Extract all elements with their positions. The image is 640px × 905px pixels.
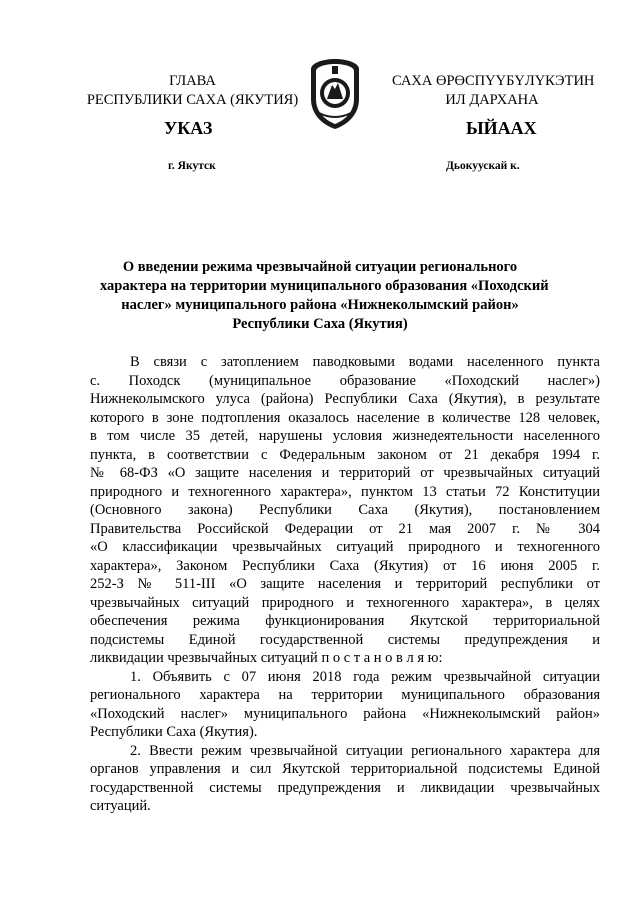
text-line: 2. Ввести режим чрезвычайной ситуации регионального характера для [130, 742, 600, 759]
text-line: В связи с затоплением паводковыми водами населенного пункта [130, 354, 600, 370]
text-line: характера», Законом Республики Саха (Якутия) от 16 июня 2005 г. [90, 557, 600, 574]
document-type-ru: УКАЗ [164, 118, 213, 138]
text-line: 252-З № 511-III «О защите населения и территорий республики от [90, 576, 600, 592]
text-line: подсистемы Единой государственной системы предупреждения и [90, 631, 600, 648]
decree-title-line: О введении режима чрезвычайной ситуации регионального [122, 259, 518, 275]
header-left-line-1: ГЛАВА [169, 73, 216, 89]
decree-title [100, 258, 549, 334]
text-line: обеспечения режима функционирования Якутской территориальной [90, 613, 600, 629]
text-line: с. Походск (муниципальное образование «Походский наслег») [90, 372, 600, 389]
coat-of-arms-emblem-icon [305, 55, 365, 131]
decree-title-line: Республики Саха (Якутия) [232, 316, 408, 332]
header-right [392, 72, 595, 110]
text-line: чрезвычайных ситуаций природного и техногенного характера», в целях [90, 594, 600, 611]
text-line: государственной системы предупреждения и ликвидации чрезвычайных [90, 779, 600, 796]
text-line: ликвидации чрезвычайных ситуаций п о с т а н о в л я ю: [90, 650, 443, 666]
text-line: ситуаций. [90, 798, 151, 814]
document-type-sah: ЫЙААХ [466, 118, 537, 138]
header-left-line-2: РЕСПУБЛИКИ САХА (ЯКУТИЯ) [86, 92, 299, 108]
text-line: Нижнеколымского улуса (района) Республики Саха (Якутия), в результате [90, 391, 600, 407]
text-line: № 68-ФЗ «О защите населения и территорий от чрезвычайных ситуаций [90, 465, 600, 481]
header-right-line-1: САХА ӨРӨСПҮҮБҮЛҮКЭТИН [392, 73, 595, 89]
item-1-paragraph [90, 668, 600, 742]
decree-body [90, 353, 600, 816]
text-line: «Походский наслег» муниципального района «Нижнеколымский район» [90, 705, 600, 722]
header-right-line-2: ИЛ ДАРХАНА [445, 92, 539, 108]
item-2-paragraph [90, 742, 600, 816]
text-line: Республики Саха (Якутия). [90, 724, 258, 740]
text-line: регионального характера на территории муниципального образования [90, 687, 600, 703]
text-line: Правительства Российской Федерации от 21 мая 2007 г. № 304 [90, 520, 600, 537]
text-line: «О классификации чрезвычайных ситуаций природного и техногенного [90, 539, 600, 555]
text-line: которого в зоне подтопления оказалось население в количестве 128 человек, [90, 409, 600, 426]
city-sah: Дьокуускай к. [446, 160, 520, 172]
text-line: пункта, в соответствии с Федеральным законом от 21 декабря 1994 г. [90, 446, 600, 463]
text-line: в том числе 35 детей, нарушены условия жизнедеятельности населенного [90, 428, 600, 444]
text-line: природного и техногенного характера», пунктом 13 статьи 72 Конституции [90, 483, 600, 500]
decree-title-line: характера на территории муниципального образования «Походский [100, 278, 549, 294]
header-left [80, 72, 305, 110]
decree-title-line: наслег» муниципального района «Нижнеколымский район» [121, 297, 519, 313]
text-line: органов управления и сил Якутской территориальной подсистемы Единой [90, 761, 600, 777]
text-line: (Основного закона) Республики Саха (Якутия), постановлением [90, 502, 600, 518]
city-ru: г. Якутск [168, 160, 216, 172]
text-line: 1. Объявить с 07 июня 2018 года режим чрезвычайной ситуации [130, 668, 600, 685]
preamble-paragraph [90, 353, 600, 668]
